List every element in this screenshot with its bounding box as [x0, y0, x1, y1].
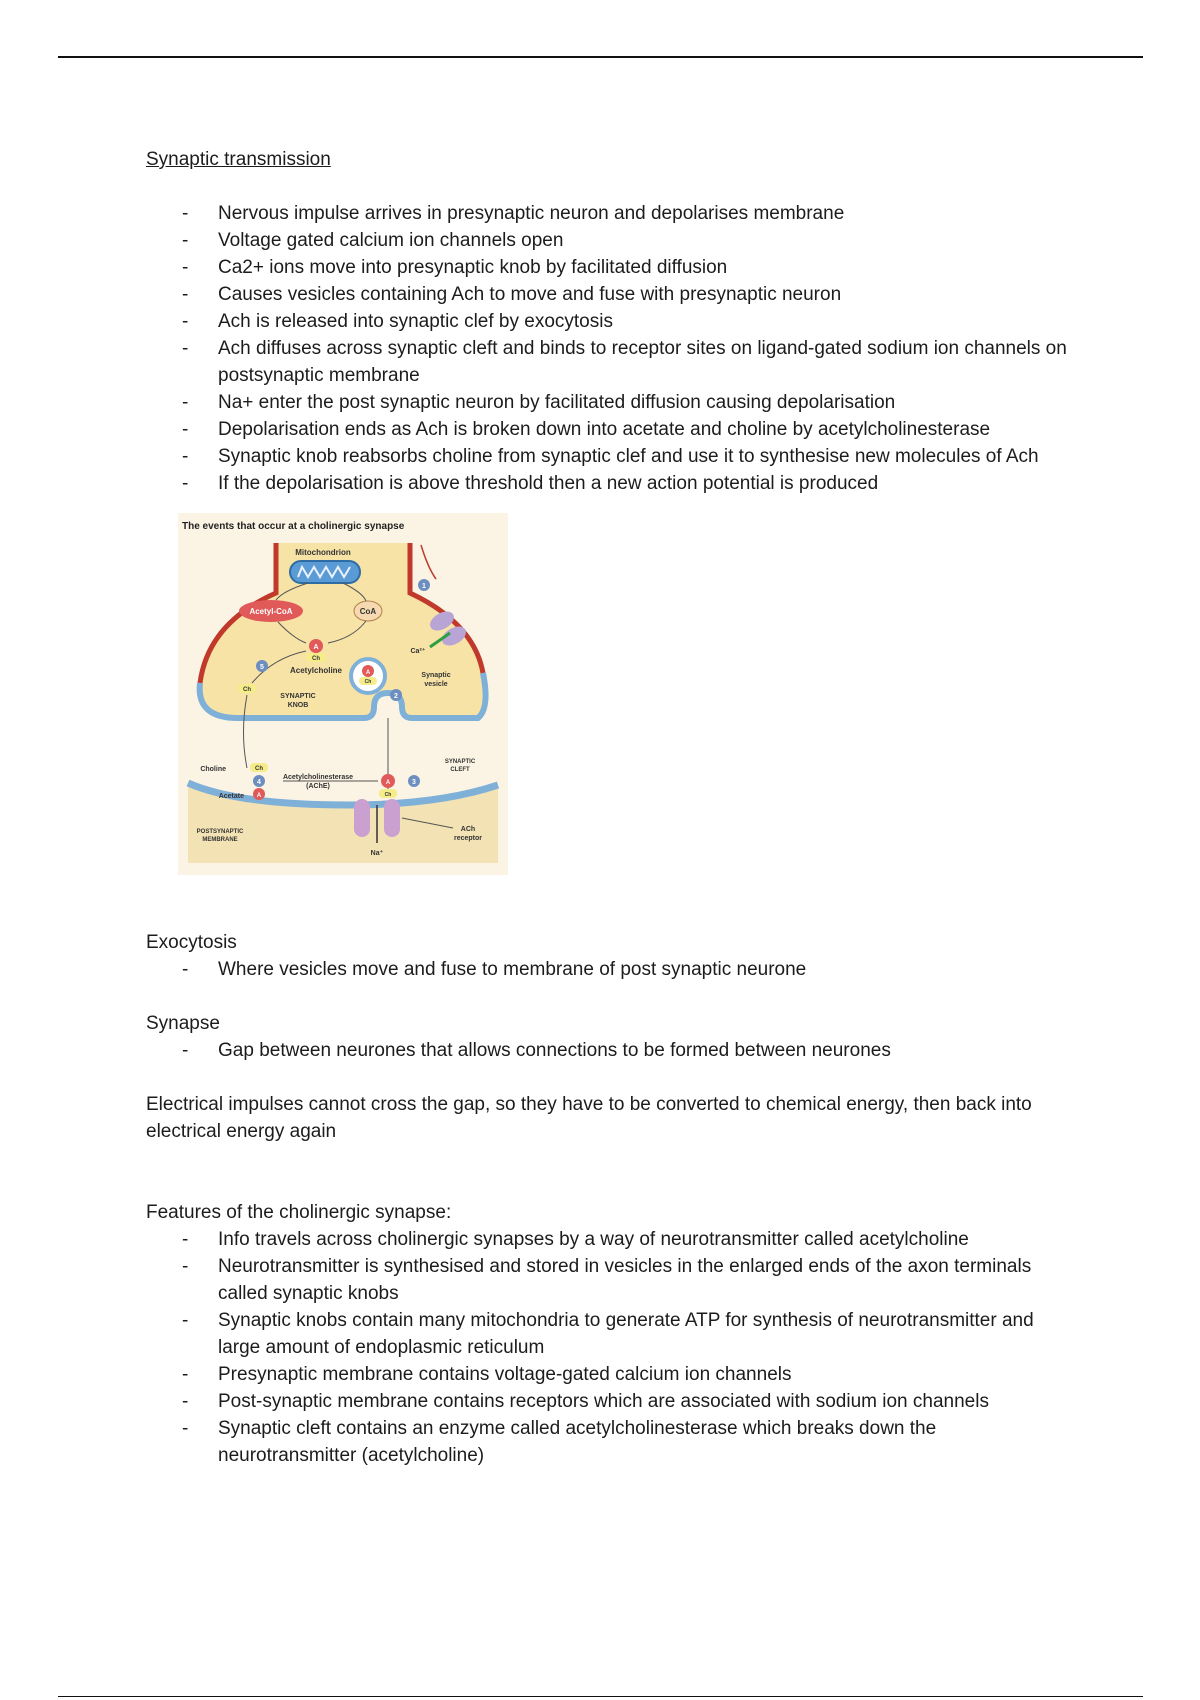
step-label-5: 5: [260, 664, 264, 671]
list-item: - Synaptic cleft contains an enzyme called acetylcholinesterase which breaks down the neurotransmitter (acetylcholine): [218, 1415, 1076, 1469]
vesicle-ch-label: Ch: [364, 679, 372, 685]
list-item: - Nervous impulse arrives in presynaptic neuron and depolarises membrane: [218, 200, 1076, 227]
top-rule: [58, 56, 1143, 58]
step-label-1: 1: [422, 583, 426, 590]
list-item: - Voltage gated calcium ion channels open: [218, 227, 1076, 254]
ach-receptor-left: [354, 799, 370, 837]
exocytosis-list: [146, 956, 1076, 983]
synaptic-vesicle-label-1: Synaptic: [421, 672, 451, 679]
section-title-features: Features of the cholinergic synapse:: [146, 1202, 452, 1223]
list-item: - Presynaptic membrane contains voltage-gated calcium ion channels: [218, 1361, 1076, 1388]
list-item: - Gap between neurones that allows connections to be formed between neurones: [218, 1037, 1076, 1064]
bound-ach-ch-label: Ch: [384, 792, 392, 798]
step-label-2: 2: [394, 693, 398, 700]
ach-receptor-label-1: ACh: [460, 826, 476, 833]
synaptic-transmission-list: [146, 200, 1076, 497]
acetate-a-label: A: [256, 793, 262, 799]
postsynaptic-label-1: POSTSYNAPTIC: [196, 829, 244, 835]
list-item: - Info travels across cholinergic synapses by a way of neurotransmitter called acetylcholine: [218, 1226, 1076, 1253]
bound-ach-a-label: A: [385, 780, 391, 786]
list-item: - Where vesicles move and fuse to membrane of post synaptic neurone: [218, 956, 1076, 983]
figure-title: The events that occur at a cholinergic synapse: [182, 521, 405, 532]
list-item: - Na+ enter the post synaptic neuron by facilitated diffusion causing depolarisation: [218, 389, 1076, 416]
calcium-label: Ca²⁺: [410, 648, 426, 655]
features-list: [146, 1226, 1076, 1469]
recycled-ch-label: Ch: [243, 687, 251, 693]
choline-ch-label: Ch: [255, 766, 263, 772]
synaptic-knob-label-2: KNOB: [287, 702, 309, 709]
ach-receptor-right: [384, 799, 400, 837]
list-item: - If the depolarisation is above threshold then a new action potential is produced: [218, 470, 1076, 497]
synaptic-cleft-label-2: CLEFT: [450, 767, 470, 773]
sodium-label: Na⁺: [370, 850, 384, 857]
ach-receptor-label-2: receptor: [453, 835, 483, 842]
synapse-list: [146, 1037, 1076, 1064]
list-item: - Ca2+ ions move into presynaptic knob by facilitated diffusion: [218, 254, 1076, 281]
list-item: - Causes vesicles containing Ach to move and fuse with presynaptic neuron: [218, 281, 1076, 308]
list-item: - Depolarisation ends as Ach is broken down into acetate and choline by acetylcholinesterase: [218, 416, 1076, 443]
step-label-3: 3: [412, 779, 416, 786]
document-body: [146, 146, 1076, 1469]
list-item: - Post-synaptic membrane contains receptors which are associated with sodium ion channels: [218, 1388, 1076, 1415]
bottom-rule: [58, 1696, 1143, 1697]
list-item: - Synaptic knobs contain many mitochondria to generate ATP for synthesis of neurotransmitter and large amount of endoplasmic reticulum: [218, 1307, 1076, 1361]
ache-label-2: (AChE): [306, 783, 330, 790]
list-item: - Synaptic knob reabsorbs choline from synaptic clef and use it to synthesise new molecules of Ach: [218, 443, 1076, 470]
choline-label: Choline: [200, 766, 226, 773]
cholinergic-synapse-figure: [178, 513, 508, 875]
list-item: - Neurotransmitter is synthesised and stored in vesicles in the enlarged ends of the axon terminals called synaptic knobs: [218, 1253, 1076, 1307]
acetate-label: Acetate: [218, 793, 244, 800]
postsynaptic-label-2: MEMBRANE: [202, 837, 238, 843]
vesicle-a-label: A: [365, 670, 371, 676]
synaptic-cleft-label-1: SYNAPTIC: [444, 759, 476, 765]
ache-label-1: Acetylcholinesterase: [282, 774, 354, 781]
section-title-synaptic-transmission: Synaptic transmission: [146, 149, 331, 170]
list-item: - Ach is released into synaptic clef by exocytosis: [218, 308, 1076, 335]
synaptic-knob-label-1: SYNAPTIC: [280, 693, 316, 700]
list-item: - Ach diffuses across synaptic cleft and binds to receptor sites on ligand-gated sodium ion channels on postsynaptic membrane: [218, 335, 1076, 389]
section-title-exocytosis: Exocytosis: [146, 932, 237, 953]
acetyl-coa-label: Acetyl-CoA: [249, 607, 293, 616]
step-label-4: 4: [257, 779, 261, 786]
mitochondrion-label: Mitochondrion: [295, 548, 351, 557]
electrical-impulse-paragraph: Electrical impulses cannot cross the gap, so they have to be converted to chemical energy, then back into electrical energy again: [146, 1094, 1032, 1142]
acetylcholine-label: Acetylcholine: [289, 666, 343, 675]
synaptic-vesicle-label-2: vesicle: [424, 681, 448, 688]
coa-label: CoA: [359, 607, 377, 616]
ach-ch-label: Ch: [312, 656, 320, 662]
section-title-synapse: Synapse: [146, 1013, 220, 1034]
ach-a-label: A: [313, 644, 319, 651]
